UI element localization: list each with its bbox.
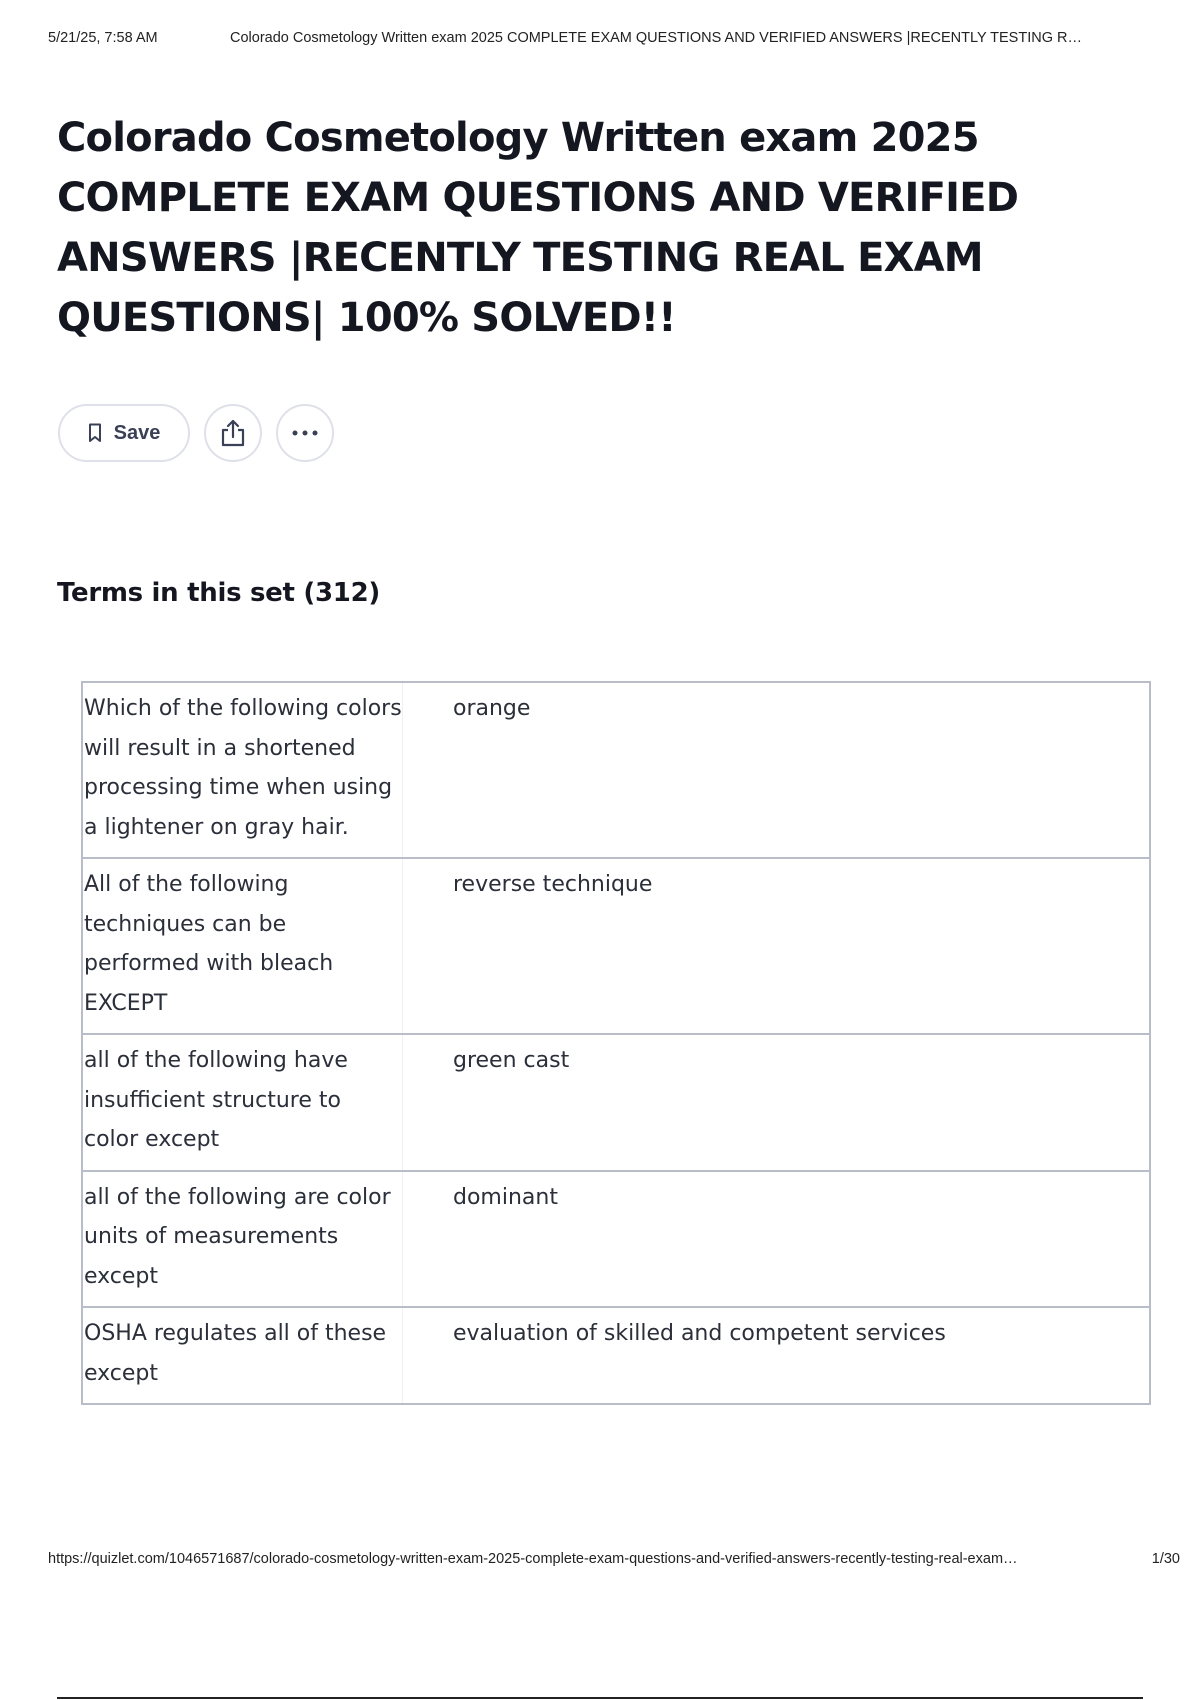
term-word: Which of the following colors will result in a shortened processing time when using a lightener on gray hair.	[83, 683, 403, 857]
print-header	[48, 30, 1176, 46]
terms-list	[81, 681, 1151, 1405]
term-card	[81, 1033, 1151, 1172]
term-word: All of the following techniques can be performed with bleach EXCEPT	[83, 859, 403, 1033]
page-title: Colorado Cosmetology Written exam 2025 COMPLETE EXAM QUESTIONS AND VERIFIED ANSWERS |RECENTLY TESTING REAL EXAM QUESTIONS| 100% SOLVED!!	[57, 115, 1019, 341]
print-datetime: 5/21/25, 7:58 AM	[48, 30, 158, 46]
share-button[interactable]	[204, 404, 262, 462]
term-word: all of the following are color units of measurements except	[83, 1172, 403, 1307]
term-card	[81, 1170, 1151, 1309]
print-footer	[48, 1551, 1180, 1567]
save-button[interactable]	[58, 404, 190, 462]
term-definition: dominant	[453, 1184, 558, 1210]
term-card	[81, 681, 1151, 859]
print-page-number: 1/30	[1151, 1551, 1180, 1567]
print-doc-title: Colorado Cosmetology Written exam 2025 COMPLETE EXAM QUESTIONS AND VERIFIED ANSWERS |RECENTLY TESTING R…	[230, 30, 1082, 46]
term-word: OSHA regulates all of these except	[83, 1308, 403, 1403]
terms-heading: Terms in this set (312)	[57, 578, 380, 608]
more-options-button[interactable]	[276, 404, 334, 462]
term-card	[81, 1306, 1151, 1405]
print-url: https://quizlet.com/1046571687/colorado-cosmetology-written-exam-2025-complete-exam-questions-and-verified-answers-recently-testing-real-exam…	[48, 1551, 1018, 1567]
term-word: all of the following have insufficient structure to color except	[83, 1035, 403, 1170]
term-definition: green cast	[453, 1048, 570, 1073]
term-definition: evaluation of skilled and competent services	[453, 1321, 946, 1346]
divider	[57, 1697, 1143, 1699]
term-card	[81, 857, 1151, 1035]
bookmark-icon	[88, 423, 102, 443]
share-icon	[220, 418, 246, 448]
action-bar	[58, 404, 334, 462]
term-definition: reverse technique	[453, 872, 653, 897]
more-dots-icon	[292, 430, 318, 436]
term-definition: orange	[453, 696, 531, 721]
save-button-label: Save	[113, 421, 161, 444]
